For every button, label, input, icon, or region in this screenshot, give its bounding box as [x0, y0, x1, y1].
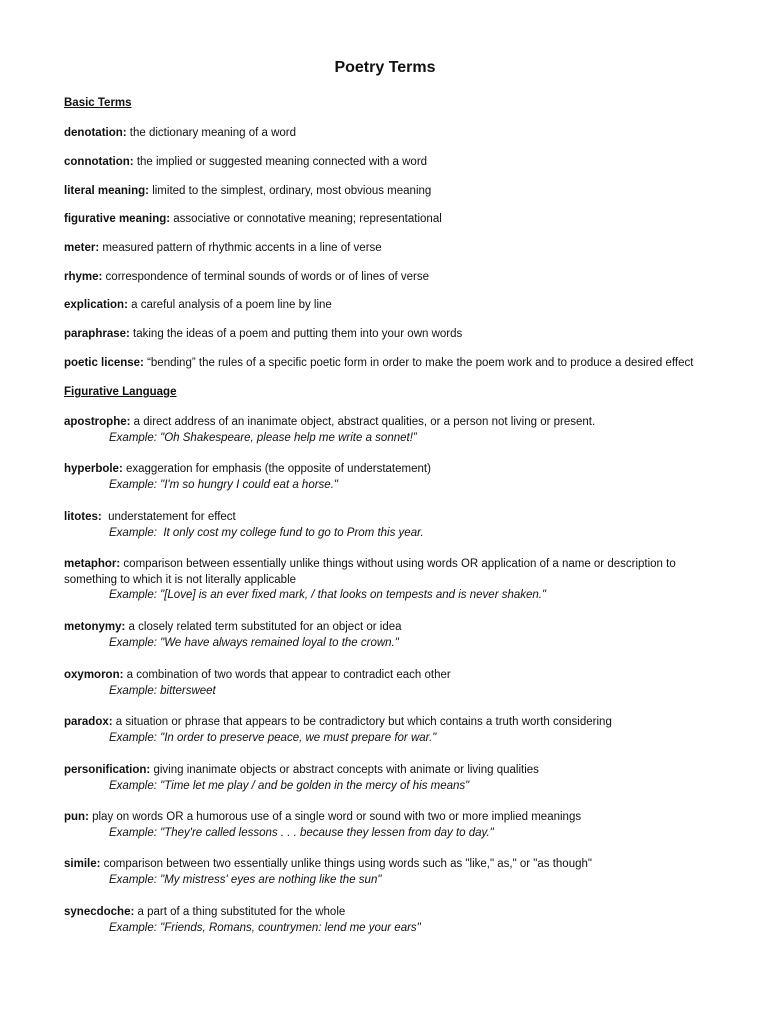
term-entry-connotation — [64, 155, 714, 171]
term-entry-metaphor — [64, 557, 714, 604]
section-heading-basic-terms: Basic Terms — [64, 97, 132, 109]
term-name: personification: — [64, 764, 151, 776]
term-entry-apostrophe — [64, 415, 714, 446]
term-example: Example: "In order to preserve peace, we must prepare for war." — [109, 731, 437, 744]
term-name: simile: — [64, 858, 101, 870]
term-definition: play on words OR a humorous use of a single word or sound with two or more implied meanings — [88, 811, 582, 823]
term-definition: a careful analysis of a poem line by line — [127, 299, 332, 311]
term-entry-litotes — [64, 510, 714, 541]
term-definition: associative or connotative meaning; representational — [170, 213, 442, 225]
term-entry-hyperbole — [64, 462, 714, 493]
term-definition: limited to the simplest, ordinary, most obvious meaning — [149, 185, 432, 197]
term-example: Example: "[Love] is an ever fixed mark, / that looks on tempests and is never shaken." — [109, 589, 547, 601]
term-definition: giving inanimate objects or abstract concepts with animate or living qualities — [150, 764, 539, 776]
term-entry-meter — [64, 241, 714, 257]
term-example: Example: "We have always remained loyal to the crown." — [109, 636, 399, 649]
term-entry-literal-meaning — [64, 184, 714, 200]
term-example: Example: "My mistress' eyes are nothing like the sun" — [109, 873, 382, 886]
term-entry-explication — [64, 298, 714, 314]
term-entry-simile — [64, 857, 714, 888]
term-definition: understatement for effect — [101, 511, 236, 523]
term-entry-denotation — [64, 126, 714, 142]
term-definition: a part of a thing substituted for the whole — [134, 906, 346, 918]
term-name: hyperbole: — [64, 463, 123, 475]
term-example: Example: "Oh Shakespeare, please help me write a sonnet!” — [109, 431, 417, 444]
term-example: Example: "Friends, Romans, countrymen: lend me your ears" — [109, 921, 421, 934]
term-name: figurative meaning: — [64, 213, 171, 225]
term-definition: measured pattern of rhythmic accents in a line of verse — [99, 242, 382, 254]
term-entry-paraphrase — [64, 327, 714, 343]
page-title: Poetry Terms — [334, 59, 436, 76]
term-name: denotation: — [64, 127, 127, 139]
term-name: oxymoron: — [64, 669, 124, 681]
term-definition: comparison between essentially unlike things without using words OR application of a name or description to — [120, 558, 676, 570]
term-name: poetic license: — [64, 357, 144, 369]
term-definition: the dictionary meaning of a word — [126, 127, 297, 139]
term-definition-continued: something to which it is not literally applicable — [64, 573, 297, 586]
term-definition: correspondence of terminal sounds of words or of lines of verse — [102, 271, 429, 283]
term-name: literal meaning: — [64, 185, 149, 197]
term-name: explication: — [64, 299, 128, 311]
term-definition: taking the ideas of a poem and putting them into your own words — [129, 328, 463, 340]
term-name: paraphrase: — [64, 328, 130, 340]
term-example: Example: "I'm so hungry I could eat a horse." — [109, 478, 338, 491]
term-name: pun: — [64, 811, 89, 823]
term-definition: a situation or phrase that appears to be contradictory but which contains a truth worth considering — [112, 716, 612, 728]
term-name: connotation: — [64, 156, 134, 168]
term-entry-pun — [64, 810, 714, 841]
term-entry-rhyme — [64, 270, 714, 286]
term-example: Example: "Time let me play / and be golden in the mercy of his means" — [109, 779, 470, 792]
term-definition: a closely related term substituted for an object or idea — [125, 621, 402, 633]
term-entry-personification — [64, 763, 714, 794]
section-heading-figurative-language: Figurative Language — [64, 386, 177, 398]
term-name: meter: — [64, 242, 100, 254]
term-name: metonymy: — [64, 621, 126, 633]
term-entry-figurative-meaning — [64, 212, 714, 228]
term-entry-oxymoron — [64, 668, 714, 699]
term-name: litotes: — [64, 511, 102, 523]
term-definition: a direct address of an inanimate object, abstract qualities, or a person not living or present. — [130, 416, 596, 428]
term-entry-paradox — [64, 715, 714, 746]
term-entry-poetic-license — [64, 356, 714, 372]
term-definition: a combination of two words that appear to contradict each other — [123, 669, 451, 681]
term-example: Example: It only cost my college fund to go to Prom this year. — [109, 526, 424, 539]
term-name: rhyme: — [64, 271, 103, 283]
term-name: paradox: — [64, 716, 113, 728]
term-definition: exaggeration for emphasis (the opposite of understatement) — [122, 463, 431, 475]
term-entry-metonymy — [64, 620, 714, 651]
term-entry-synecdoche — [64, 905, 714, 936]
term-definition: the implied or suggested meaning connected with a word — [133, 156, 428, 168]
term-definition: “bending” the rules of a specific poetic form in order to make the poem work and to produce a desired effect — [143, 357, 694, 369]
term-example: Example: "They're called lessons . . . because they lessen from day to day." — [109, 826, 494, 839]
term-definition: comparison between two essentially unlike things using words such as "like," as," or "as though" — [100, 858, 592, 870]
term-example: Example: bittersweet — [109, 684, 216, 697]
term-name: synecdoche: — [64, 906, 135, 918]
term-name: metaphor: — [64, 558, 121, 570]
term-name: apostrophe: — [64, 416, 131, 428]
